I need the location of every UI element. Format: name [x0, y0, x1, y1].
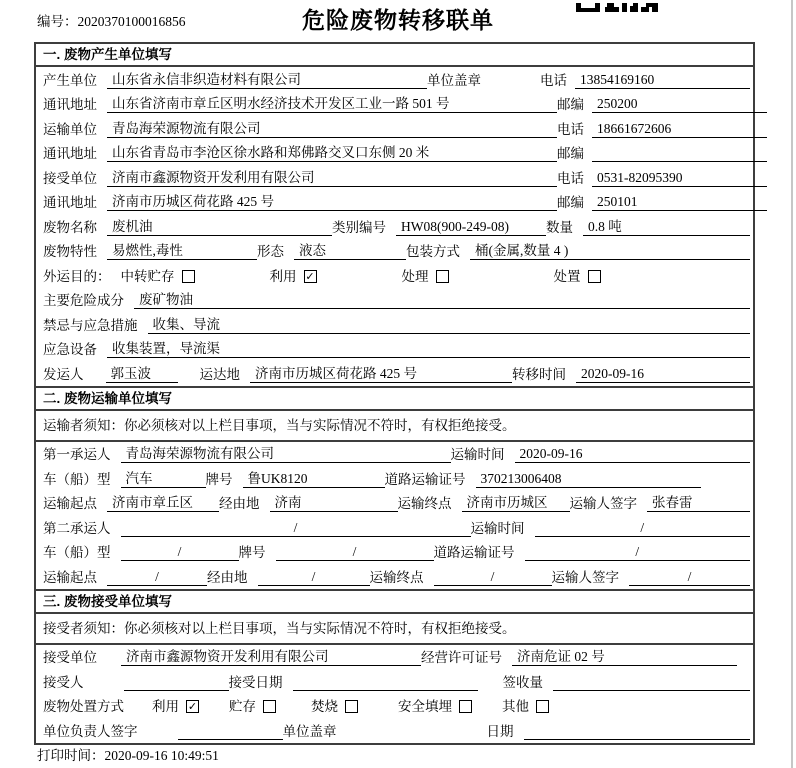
disposal-secure-landfill-checkbox-icon	[459, 700, 472, 713]
field-label: 道路运输证号	[384, 471, 466, 487]
disposal-utilize-label: 利用	[152, 699, 179, 714]
transporter-unit-field: 青岛海荣源物流有限公司	[107, 120, 557, 138]
print-time-label: 打印时间：	[37, 748, 105, 763]
purpose-transfer-storage	[121, 268, 195, 285]
purpose-treat-label: 处理	[401, 268, 429, 284]
field-label: 禁忌与应急措施	[43, 317, 138, 333]
form-row	[36, 92, 753, 117]
field-label: 接受单位	[43, 170, 97, 186]
field-label: 转移时间	[512, 366, 566, 382]
field-label: 通讯地址	[43, 195, 97, 210]
field-label: 邮编	[557, 146, 584, 161]
form-row	[36, 694, 753, 719]
waste-form-field: 液态	[294, 242, 406, 260]
disposal-utilize	[152, 698, 199, 715]
field-label: 废物处置方式	[43, 699, 124, 714]
field-label: 通讯地址	[43, 97, 97, 112]
generator-postcode-field: 250200	[592, 95, 767, 113]
print-time	[37, 744, 219, 764]
field-label: 经由地	[207, 569, 248, 585]
first-transport-date-field: 2020-09-16	[515, 445, 751, 463]
receive-date-field	[293, 674, 478, 691]
form-row	[36, 645, 753, 670]
form-row	[36, 67, 753, 92]
field-label: 产生单位	[43, 72, 97, 88]
second-plate-number-field: /	[276, 543, 434, 561]
main-hazardous-component-field: 废矿物油	[134, 291, 750, 309]
purpose-treat	[402, 268, 449, 285]
field-label: 废物名称	[43, 219, 97, 235]
page-edge-line	[791, 0, 793, 768]
purpose-transfer-storage-checkbox-icon	[182, 270, 195, 283]
section-transporter	[36, 386, 753, 589]
field-label: 经营许可证号	[421, 650, 502, 665]
generator-phone-field: 13854169160	[575, 71, 750, 89]
receiver-person-field	[124, 674, 229, 691]
field-label: 第一承运人	[43, 447, 111, 462]
doc-number-value: 2020370100016856	[77, 14, 186, 29]
receiver-phone-field: 0531-82095390	[592, 169, 767, 187]
field-label: 牌号	[205, 471, 233, 487]
disposal-store-label: 贮存	[229, 699, 256, 714]
purpose-dispose-checkbox-icon	[588, 270, 601, 283]
doc-number-label: 编号：	[37, 14, 78, 29]
disposal-other-checkbox-icon	[536, 700, 549, 713]
receiver-address-field: 济南市历城区荷花路 425 号	[107, 193, 557, 211]
field-label: 运输人签字	[569, 496, 637, 511]
receiving-unit-field: 济南市鑫源物资开发利用有限公司	[121, 648, 421, 666]
disposal-incinerate-label: 焚烧	[311, 699, 338, 714]
field-label: 邮编	[557, 97, 584, 112]
field-label: 单位盖章	[427, 72, 481, 88]
second-transport-date-field: /	[535, 519, 751, 537]
form-row	[36, 141, 753, 166]
generator-address-field: 山东省济南市章丘区明水经济技术开发区工业一路 501 号	[107, 95, 557, 113]
transfer-date-field: 2020-09-16	[576, 365, 750, 383]
form-row	[36, 214, 753, 239]
transporter-postcode-field	[592, 145, 767, 162]
field-label: 邮编	[557, 195, 584, 210]
field-label: 牌号	[238, 545, 266, 560]
destination-field: 济南市历城区荷花路 425 号	[250, 365, 512, 383]
second-via-field: /	[258, 568, 370, 586]
first-terminus-field: 济南市历城区	[462, 494, 570, 512]
purpose-dispose-label: 处置	[553, 268, 581, 284]
second-terminus-field: /	[434, 568, 552, 586]
field-label: 签收量	[502, 674, 543, 690]
field-label: 主要危险成分	[43, 293, 124, 308]
form-row	[36, 442, 753, 467]
first-plate-number-field: 鲁UK8120	[243, 470, 385, 488]
field-label: 运输起点	[43, 496, 97, 511]
field-label: 形态	[257, 244, 284, 259]
section-heading: 二. 废物运输单位填写	[36, 388, 753, 411]
receive-unit-date-field	[524, 723, 751, 740]
section-generator	[36, 44, 753, 386]
section-heading: 一. 废物产生单位填写	[36, 44, 753, 67]
document-header	[0, 0, 796, 40]
second-road-permit-field: /	[525, 543, 751, 561]
receiver-unit-field: 济南市鑫源物资开发利用有限公司	[107, 169, 557, 187]
waste-name-field: 废机油	[107, 218, 332, 236]
field-label: 运输单位	[43, 121, 97, 137]
field-label: 电话	[557, 121, 584, 137]
disposal-secure-landfill-label: 安全填埋	[398, 699, 452, 714]
manifest-table	[34, 42, 755, 745]
purpose-utilize	[270, 268, 317, 285]
print-time-value: 2020-09-16 10:49:51	[104, 748, 219, 763]
disposal-store-checkbox-icon	[263, 700, 276, 713]
form-row	[36, 165, 753, 190]
second-carrier-signature-field: /	[629, 568, 750, 586]
form-row	[36, 466, 753, 491]
form-row	[36, 491, 753, 516]
field-label: 外运目的：	[43, 268, 111, 284]
purpose-dispose	[554, 268, 601, 285]
field-label: 运输终点	[369, 569, 424, 585]
field-label: 电话	[540, 72, 567, 88]
disposal-utilize-checkbox-icon: ✓	[187, 700, 198, 713]
form-row	[36, 337, 753, 362]
field-label: 运达地	[199, 366, 240, 382]
business-license-no-field: 济南危证 02 号	[512, 648, 737, 666]
field-label: 日期	[486, 723, 514, 739]
disposal-incinerate-checkbox-icon	[345, 700, 358, 713]
purpose-utilize-label: 利用	[269, 268, 297, 284]
form-row	[36, 718, 753, 743]
qr-code-fragment-icon	[576, 0, 658, 18]
field-label: 第二承运人	[43, 520, 111, 536]
first-vehicle-type-field: 汽车	[121, 470, 206, 488]
first-carrier-signature-field: 张春雷	[647, 494, 750, 512]
purpose-treat-checkbox-icon	[436, 270, 449, 283]
form-row	[36, 312, 753, 337]
purpose-utilize-checkbox-icon: ✓	[305, 269, 315, 283]
field-label: 通讯地址	[43, 146, 97, 161]
form-row	[36, 239, 753, 264]
field-label: 包装方式	[406, 244, 460, 259]
emergency-equipment-field: 收集装置，导流渠	[107, 340, 750, 358]
first-origin-field: 济南市章丘区	[107, 494, 219, 512]
field-label: 接受日期	[228, 674, 283, 690]
field-label: 数量	[546, 219, 573, 235]
waste-quantity-field: 0.8 吨	[583, 218, 750, 236]
transporter-address-field: 山东省青岛市李沧区徐水路和郑佛路交叉口东侧 20 米	[107, 144, 557, 162]
disposal-secure-landfill	[398, 698, 472, 715]
field-label: 应急设备	[43, 342, 97, 357]
form-row	[36, 190, 753, 215]
second-vehicle-type-field: /	[121, 543, 239, 561]
generator-unit-field: 山东省永信非织造材料有限公司	[107, 71, 427, 89]
field-label: 道路运输证号	[433, 545, 515, 560]
field-label: 发运人	[43, 366, 84, 382]
field-label: 运输时间	[450, 447, 505, 462]
form-row	[36, 669, 753, 694]
waste-characteristics-field: 易燃性,毒性	[107, 242, 257, 260]
form-row	[36, 540, 753, 565]
field-label: 类别编号	[332, 219, 386, 235]
disposal-other	[502, 698, 549, 715]
field-label: 运输起点	[43, 569, 97, 585]
consignor-field: 郭玉波	[106, 365, 178, 383]
second-carrier-field: /	[121, 519, 471, 537]
receiver-notice: 接受者须知：你必须核对以上栏目事项，当与实际情况不符时，有权拒绝接受。	[36, 614, 753, 645]
transporter-notice: 运输者须知：你必须核对以上栏目事项，当与实际情况不符时，有权拒绝接受。	[36, 411, 753, 442]
field-label: 车（船）型	[43, 471, 111, 487]
field-label: 经由地	[219, 496, 260, 511]
section-heading: 三. 废物接受单位填写	[36, 591, 753, 614]
second-origin-field: /	[107, 568, 207, 586]
field-label: 运输终点	[397, 496, 452, 511]
first-carrier-field: 青岛海荣源物流有限公司	[121, 445, 451, 463]
form-row	[36, 361, 753, 386]
disposal-incinerate	[311, 698, 358, 715]
page-title: 危险废物转移联单	[302, 7, 494, 33]
unit-head-signature-field	[178, 723, 283, 740]
form-row	[36, 515, 753, 540]
field-label: 接受单位	[43, 650, 97, 665]
section-receiver	[36, 589, 753, 743]
form-row	[36, 116, 753, 141]
field-label: 接受人	[43, 674, 84, 690]
disposal-store	[229, 698, 276, 715]
waste-packaging-field: 桶(金属,数量 4 )	[470, 242, 750, 260]
signed-quantity-field	[553, 674, 750, 691]
purpose-transfer-storage-label: 中转贮存	[120, 268, 175, 284]
field-label: 废物特性	[43, 244, 97, 259]
transporter-phone-field: 18661672606	[592, 120, 767, 138]
contraindications-emergency-measures-field: 收集、导流	[148, 316, 751, 334]
form-row	[36, 263, 753, 288]
first-road-permit-field: 370213006408	[476, 470, 701, 488]
field-label: 运输人签字	[551, 569, 619, 585]
first-via-field: 济南	[270, 494, 398, 512]
field-label: 电话	[557, 170, 584, 186]
field-label: 车（船）型	[43, 545, 111, 560]
disposal-other-label: 其他	[502, 699, 529, 714]
form-row	[36, 564, 753, 589]
field-label: 单位负责人签字	[43, 723, 138, 739]
waste-category-code-field: HW08(900-249-08)	[396, 218, 546, 236]
form-row	[36, 288, 753, 313]
field-label: 单位盖章	[282, 723, 337, 739]
field-label: 运输时间	[470, 520, 525, 536]
receiver-postcode-field: 250101	[592, 193, 767, 211]
